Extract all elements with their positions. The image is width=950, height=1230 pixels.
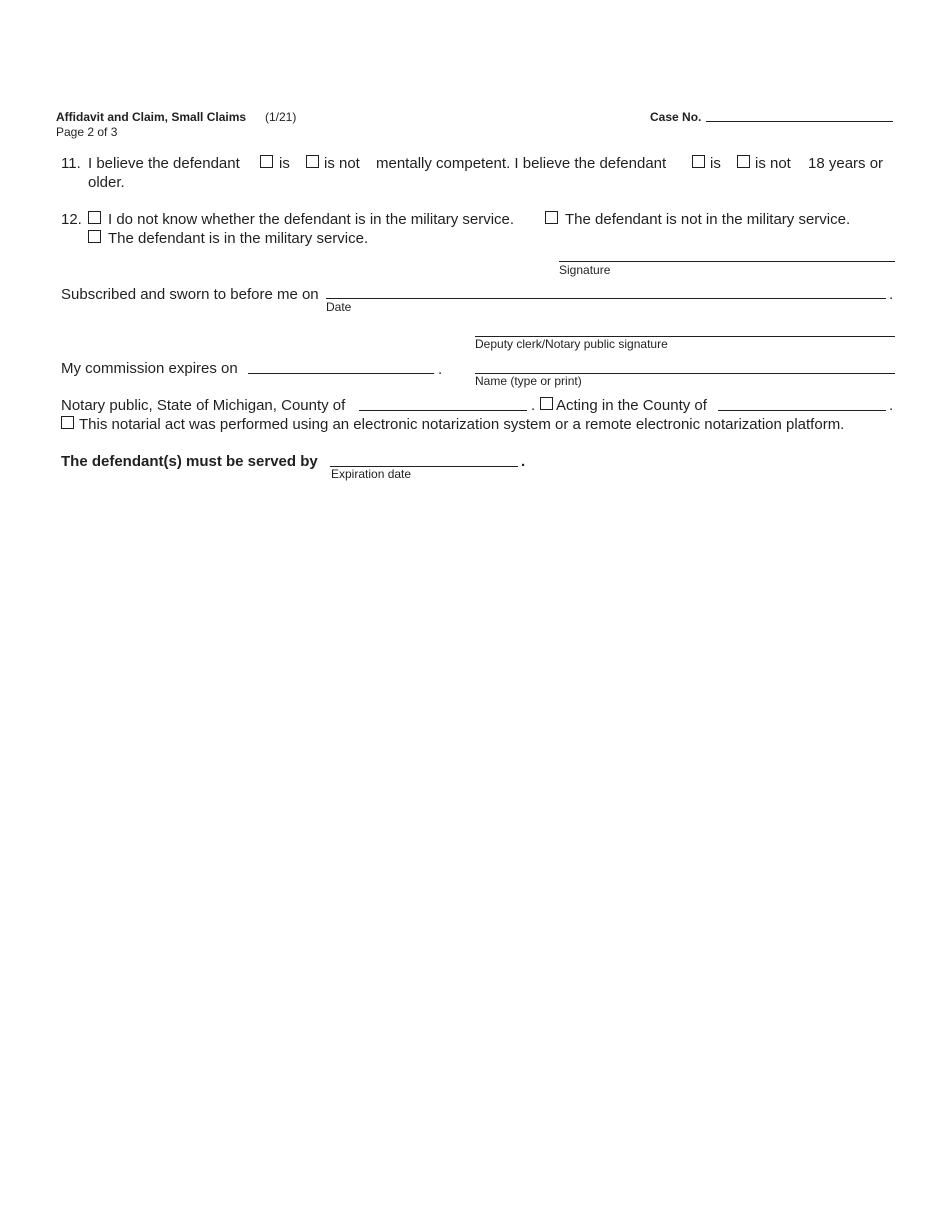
sworn-label: Subscribed and sworn to before me on xyxy=(61,286,319,303)
notary-county-label: Notary public, State of Michigan, County of xyxy=(61,397,346,414)
item11-is-label: is xyxy=(279,155,290,172)
item11-is-not2-label: is not xyxy=(755,155,791,172)
acting-county-checkbox[interactable] xyxy=(540,397,553,410)
form-revision: (1/21) xyxy=(265,110,297,124)
acting-county-label: Acting in the County of xyxy=(556,397,707,414)
item11-competent-text: mentally competent. I believe the defendant xyxy=(376,155,667,172)
sworn-date-caption: Date xyxy=(326,300,352,314)
item11-age-is-checkbox[interactable] xyxy=(692,155,705,168)
acting-county-field[interactable] xyxy=(718,410,886,411)
notary-period2: . xyxy=(889,397,894,414)
item12-not-military-checkbox[interactable] xyxy=(545,211,558,224)
commission-date-field[interactable] xyxy=(248,373,434,374)
item12-not-military-label: The defendant is not in the military service. xyxy=(565,211,851,228)
notary-period1: . xyxy=(531,397,536,414)
electronic-notarization-checkbox[interactable] xyxy=(61,416,74,429)
notary-county-field[interactable] xyxy=(359,410,527,411)
item11-competent-is-checkbox[interactable] xyxy=(260,155,273,168)
deputy-signature-caption: Deputy clerk/Notary public signature xyxy=(475,337,668,351)
commission-period: . xyxy=(438,361,443,378)
form-title: Affidavit and Claim, Small Claims xyxy=(56,110,247,124)
signature-caption: Signature xyxy=(559,263,611,277)
case-no-field[interactable] xyxy=(706,121,893,122)
commission-label: My commission expires on xyxy=(61,360,238,377)
item12-military-label: The defendant is in the military service. xyxy=(108,230,369,247)
item11-lead-text: I believe the defendant xyxy=(88,155,240,172)
expiration-date-caption: Expiration date xyxy=(331,467,412,481)
item11-is2-label: is xyxy=(710,155,721,172)
item11-age-is-not-checkbox[interactable] xyxy=(737,155,750,168)
served-by-label: The defendant(s) must be served by xyxy=(61,453,318,470)
item12-military-checkbox[interactable] xyxy=(88,230,101,243)
sworn-period: . xyxy=(889,286,894,303)
signature-field[interactable] xyxy=(559,261,895,262)
item11-number: 11. xyxy=(61,155,81,172)
item11-competent-is-not-checkbox[interactable] xyxy=(306,155,319,168)
item11-is-not-label: is not xyxy=(324,155,360,172)
item12-unknown-label: I do not know whether the defendant is in the military service. xyxy=(108,211,515,228)
page-indicator: Page 2 of 3 xyxy=(56,125,118,139)
electronic-notarization-label: This notarial act was performed using an electronic notarization system or a remote electronic notarization platform. xyxy=(79,416,845,433)
item11-age-text-cont: older. xyxy=(88,174,125,191)
sworn-date-field[interactable] xyxy=(326,298,886,299)
item12-number: 12. xyxy=(61,211,82,228)
item11-age-text: 18 years or xyxy=(808,155,884,172)
item12-unknown-checkbox[interactable] xyxy=(88,211,101,224)
case-no-label: Case No. xyxy=(650,110,702,124)
served-by-period: . xyxy=(521,453,526,470)
name-caption: Name (type or print) xyxy=(475,374,582,388)
